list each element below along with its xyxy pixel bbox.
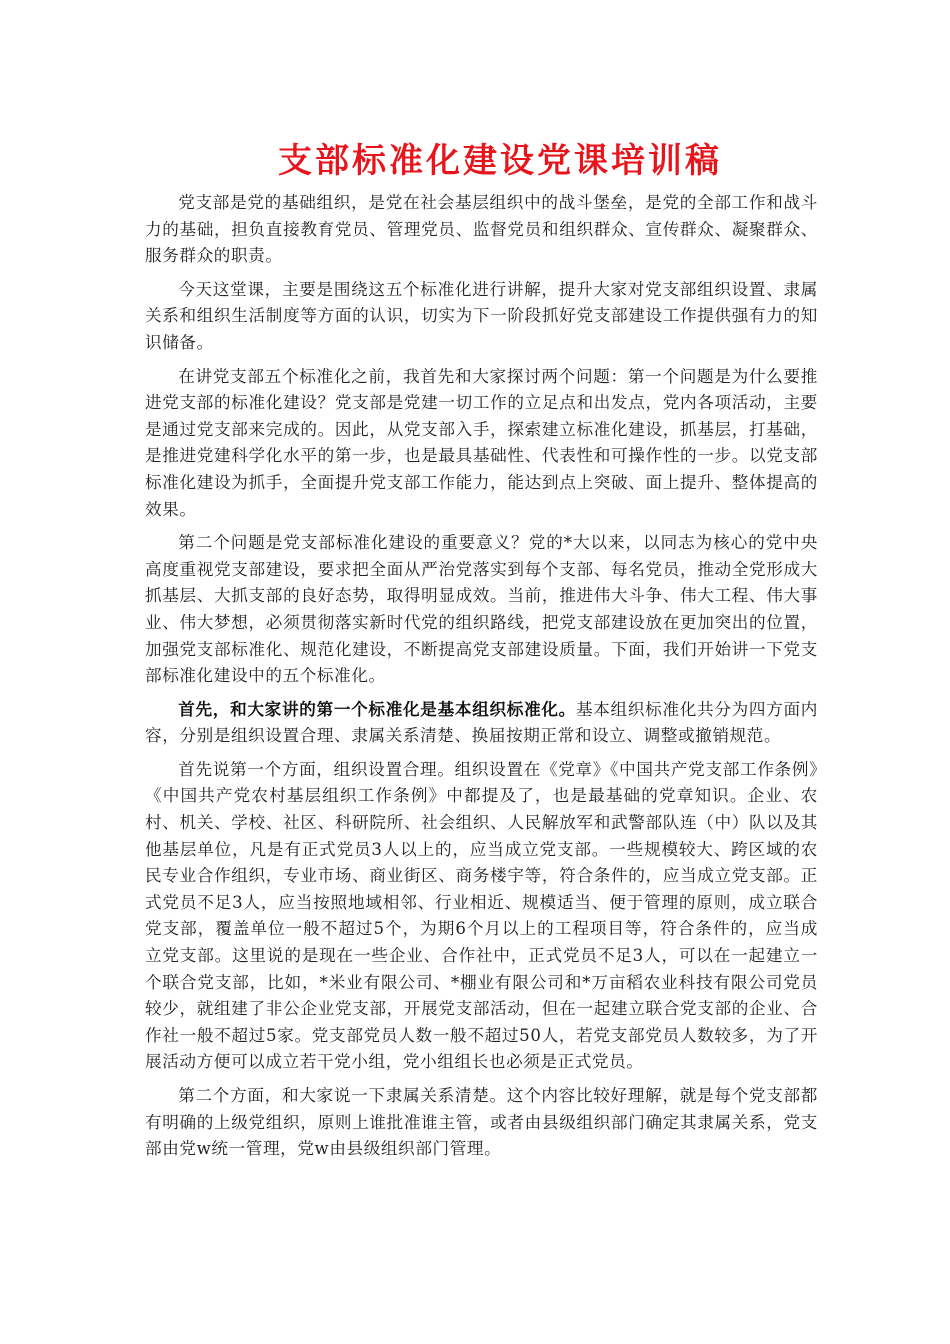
paragraph xyxy=(145,756,818,1076)
paragraph xyxy=(145,363,818,524)
paragraph xyxy=(145,1082,818,1163)
paragraph-lead: 首先，和大家讲的第一个标准化是基本组织标准化。 xyxy=(178,698,576,719)
paragraph-text: 党支部是党的基础组织，是党在社会基层组织中的战斗堡垒，是党的全部工作和战斗力的基础，担负直接教育党员、管理党员、监督党员和组织群众、宣传群众、凝聚群众、服务群众的职责。 xyxy=(145,193,818,266)
paragraph xyxy=(145,529,818,690)
paragraph xyxy=(145,276,818,357)
paragraph-text: 第二个问题是党支部标准化建设的重要意义？党的*大以来，以同志为核心的党中央高度重视党支部建设，要求把全面从严治党落实到每个支部、每名党员，推动全党形成大抓基层、大抓支部的良好态势，取得明显成效。当前，推进伟大斗争、伟大工程、伟大事业、伟大梦想，必须贯彻落实新时代党的组织路线，把党支部建设放在更加突出的位置，加强党支部标准化、规范化建设，不断提高党支部建设质量。下面，我们开始讲一下党支部标准化建设中的五个标准化。 xyxy=(145,533,818,686)
paragraph-text: 今天这堂课，主要是围绕这五个标准化进行讲解，提升大家对党支部组织设置、隶属关系和组织生活制度等方面的认识，切实为下一阶段抓好党支部建设工作提供强有力的知识储备。 xyxy=(145,279,818,352)
paragraph-text: 基本组织标准化共分为四方面内容，分别是组织设置合理、隶属关系清楚、换届按期正常和设立、调整或撤销规范。 xyxy=(145,699,818,746)
paragraph xyxy=(145,189,818,270)
paragraph-text: 首先说第一个方面，组织设置合理。组织设置在《党章》《中国共产党支部工作条例》《中国共产党农村基层组织工作条例》中都提及了，也是最基础的党章知识。企业、农村、机关、学校、社区、科研院所、社会组织、人民解放军和武警部队连（中）队以及其他基层单位，凡是有正式党员3人以上的，应当成立党支部。一些规模较大、跨区域的农民专业合作组织，专业市场、商业街区、商务楼宇等，符合条件的，应当成立党支部。正式党员不足3人，应当按照地域相邻、行业相近、规模适当、便于管理的原则，成立联合党支部，覆盖单位一般不超过5个，为期6个月以上的工程项目等，符合条件的，应当成立党支部。这里说的是现在一些企业、合作社中，正式党员不足3人，可以在一起建立一个联合党支部，比如，*米业有限公司、*棚业有限公司和*万亩稻农业科技有限公司党员较少，就组建了非公企业党支部，开展党支部活动，但在一起建立联合党支部的企业、合作社一般不超过5家。党支部党员人数一般不超过50人，若党支部党员人数较多，为了开展活动方便可以成立若干党小组，党小组组长也必须是正式党员。 xyxy=(145,759,818,1072)
paragraph xyxy=(145,696,818,750)
paragraph-text: 第二个方面，和大家说一下隶属关系清楚。这个内容比较好理解，就是每个党支部都有明确的上级党组织，原则上谁批准谁主管，或者由县级组织部门确定其隶属关系，党支部由党w统一管理，党w由县级组织部门管理。 xyxy=(145,1086,818,1159)
document-body xyxy=(145,189,818,1169)
paragraph-text: 在讲党支部五个标准化之前，我首先和大家探讨两个问题：第一个问题是为什么要推进党支部的标准化建设？党支部是党建一切工作的立足点和出发点，党内各项活动，主要是通过党支部来完成的。因此，从党支部入手，探索建立标准化建设，抓基层，打基础，是推进党建科学化水平的第一步，也是最具基础性、代表性和可操作性的一步。以党支部标准化建设为抓手，全面提升党支部工作能力，能达到点上突破、面上提升、整体提高的效果。 xyxy=(145,366,818,519)
document-title: 支部标准化建设党课培训稿 xyxy=(278,141,722,181)
